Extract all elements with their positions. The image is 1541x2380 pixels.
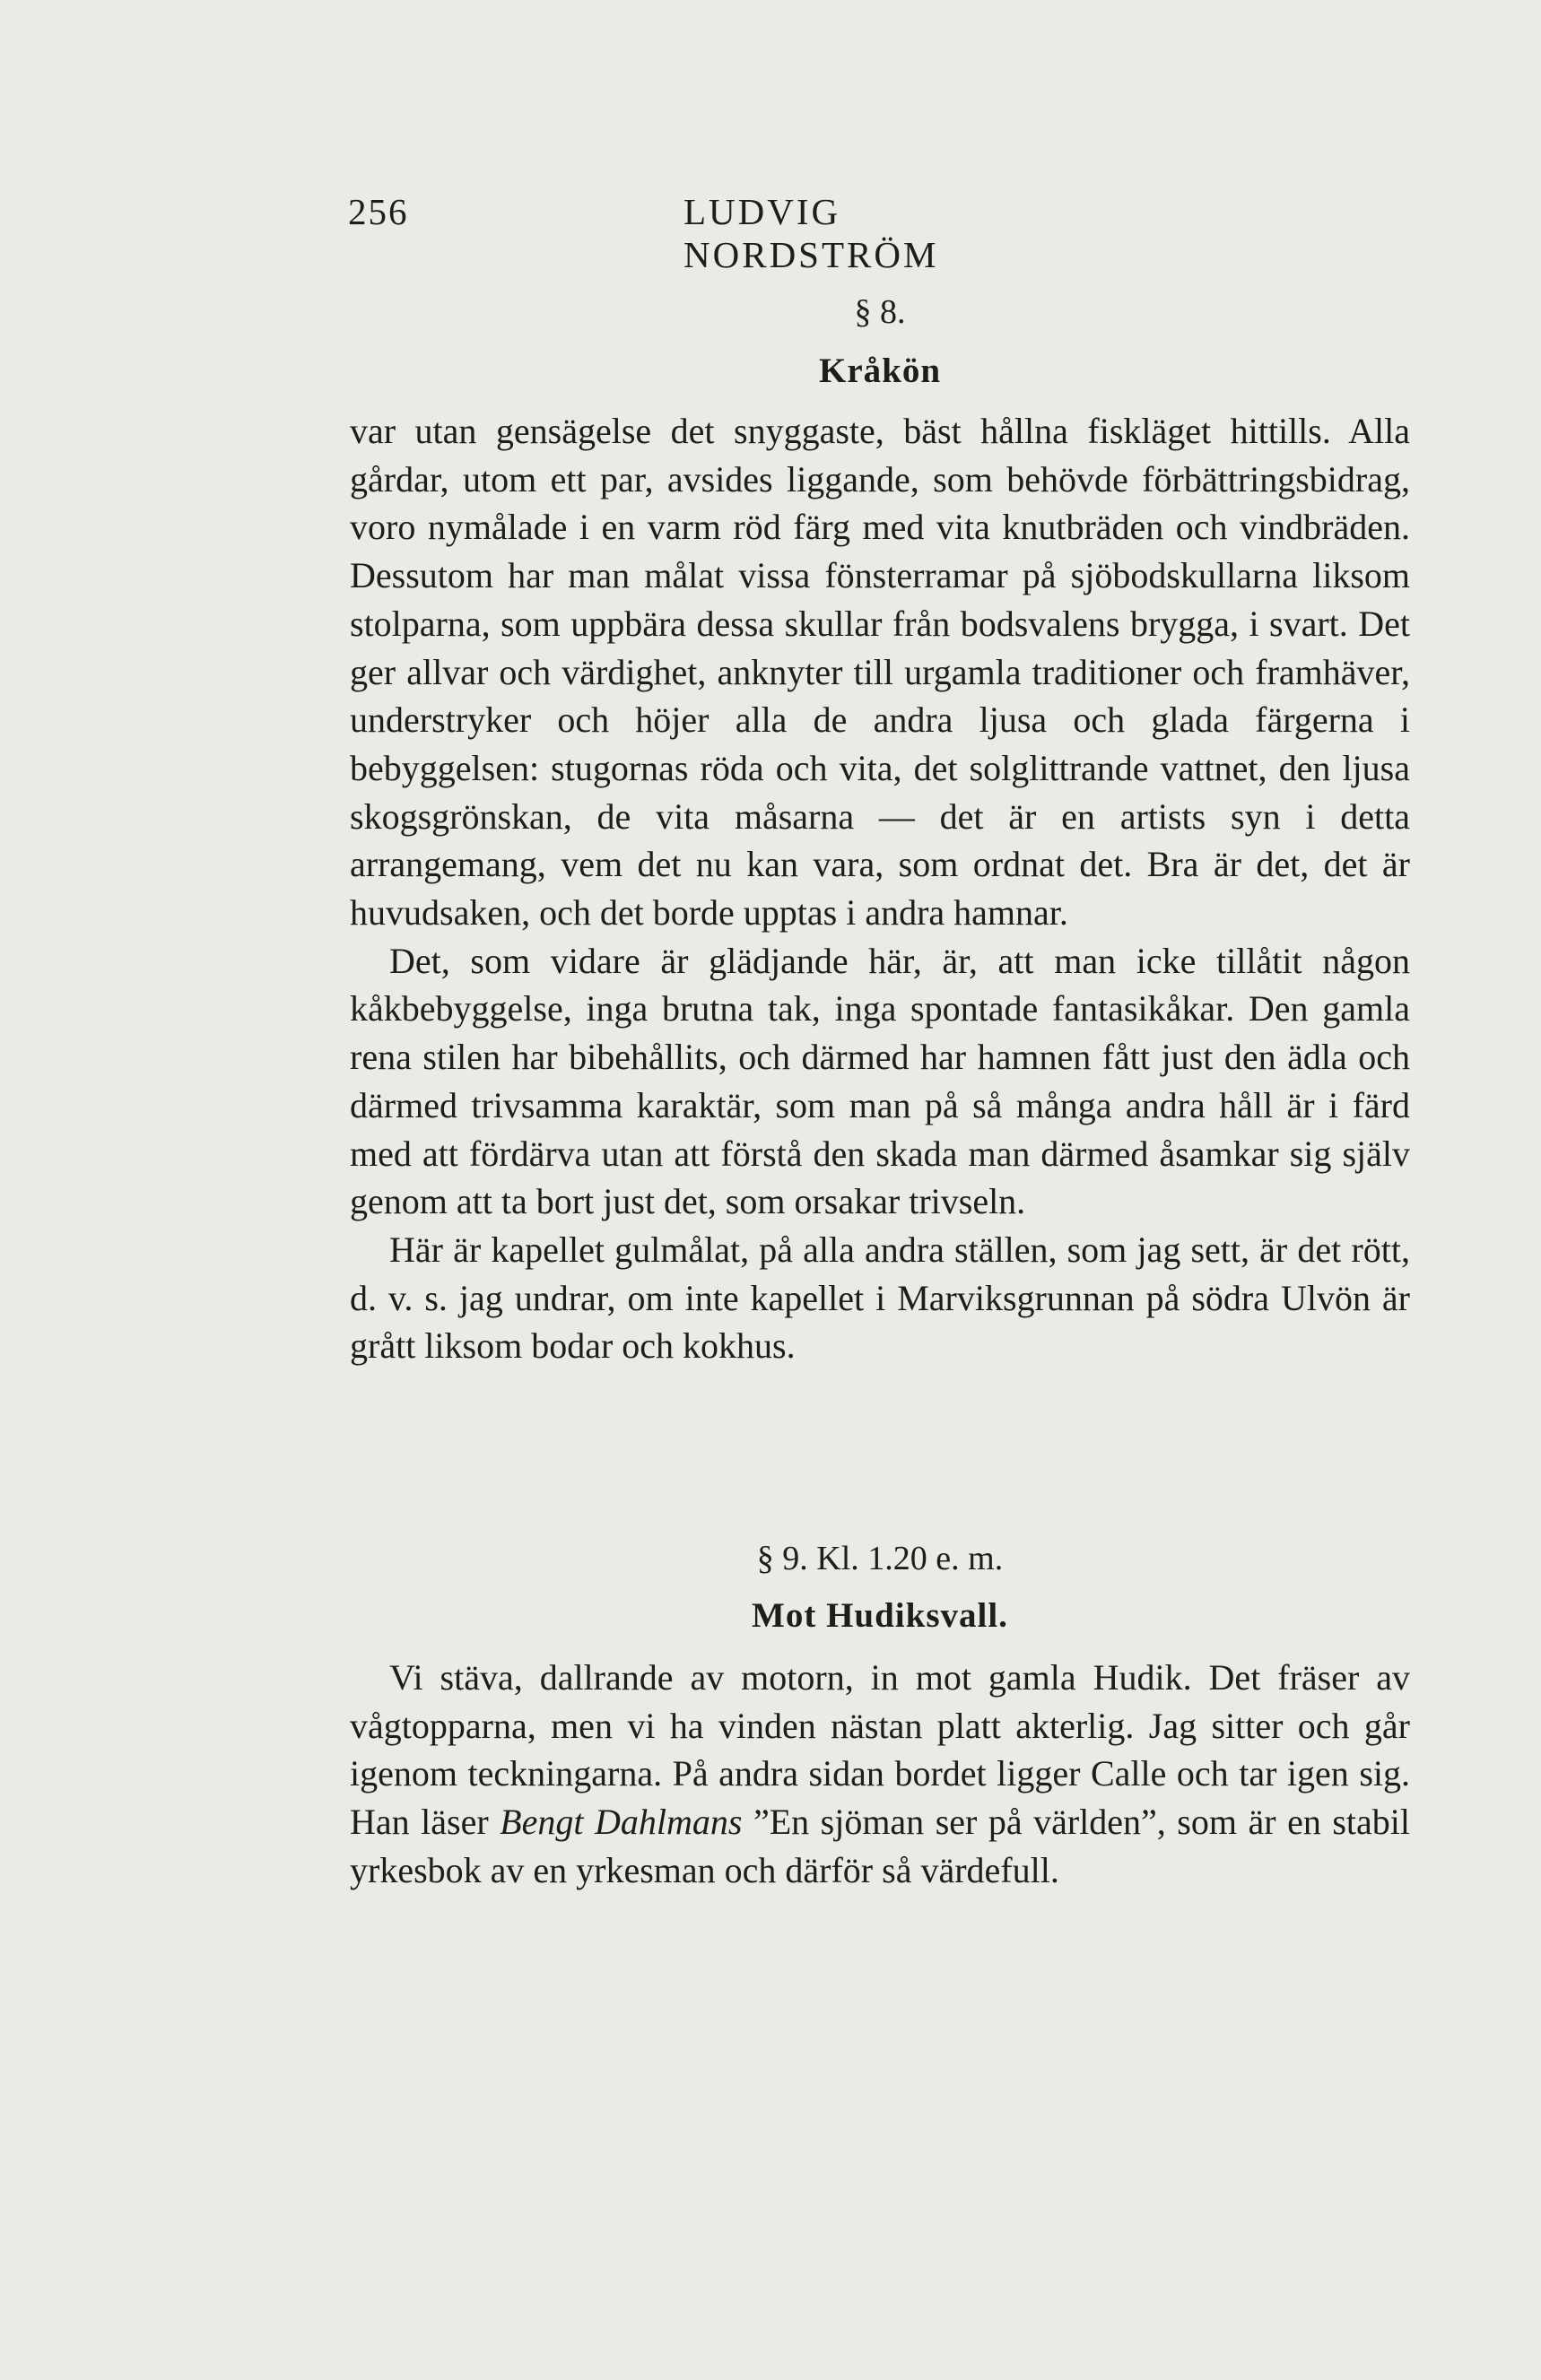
section-8-paragraph-1: var utan gensägelse det snyggaste, bäst hållna fiskläget hittills. Alla gårdar, utom ett par, avsides liggande, som behövde förbättringsbidrag, voro nymålade i en varm röd färg med vita knutbräden och vindbräden. Dessutom har man målat vissa fönsterramar på sjöbodskullarna liksom stolparna, som uppbära dessa skullar från bodsvalens brygga, i svart. Det ger allvar och värdighet, anknyter till urgamla traditioner och framhäver, understryker och höjer alla de andra ljusa och glada färgerna i bebyggelsen: stugornas röda och vita, det solglittrande vattnet, den ljusa skogsgrönskan, de vita måsarna — det är en artists syn i detta arrangemang, vem det nu kan vara, som ordnat det. Bra är det, det är huvudsaken, och det borde upptas i andra hamnar. — [350, 411, 1410, 934]
running-head-author: LUDVIG NORDSTRÖM — [683, 191, 939, 275]
section-9-paragraph-lead: Vi stäva, dallrande av motorn, in mot gamla Hudik. Det fräser av vågtopparna, men vi ha vinden nästan platt akterlig. Jag sitter och går igenom teckningarna. På andra sidan bordet ligger Calle och tar igen sig. Han läser — [350, 1657, 1410, 1843]
section-8-number: § 8. — [854, 293, 906, 331]
section-8 — [350, 285, 1410, 1370]
section-8-paragraph-2: Det, som vidare är glädjande här, är, att man icke tillåtit någon kåkbebyggelse, inga brutna tak, inga spontade fantasikåkar. Den gamla rena stilen har bibehållits, och därmed har hamnen fått just den ädla och därmed trivsamma karaktär, som man på så många andra håll är i färd med att fördärva utan att förstå den skada man därmed åsamkar sig själv genom att ta bort just det, som orsakar trivseln. — [350, 940, 1410, 1222]
section-8-title: Kråkön — [818, 352, 942, 390]
running-head — [348, 190, 1084, 275]
book-author-name: Bengt Dahlmans — [500, 1802, 743, 1843]
page-number: 256 — [348, 191, 409, 232]
section-9-number: § 9. Kl. 1.20 e. m. — [756, 1540, 1004, 1577]
section-8-paragraph-3: Här är kapellet gulmålat, på alla andra ställen, som jag sett, är det rött, d. v. s. jag undrar, om inte kapellet i Marviksgrunnan på södra Ulvön är grått liksom bodar och kokhus. — [350, 1229, 1410, 1367]
section-9-title: Mot Hudiksvall. — [752, 1596, 1008, 1635]
section-9 — [350, 1532, 1410, 1895]
section-9-paragraph-tail: ”En sjöman ser på världen”, som är en stabil yrkesbok av en yrkesman och därför så värdefull. — [350, 1802, 1410, 1890]
section-9-paragraph-1 — [350, 1654, 1410, 1895]
